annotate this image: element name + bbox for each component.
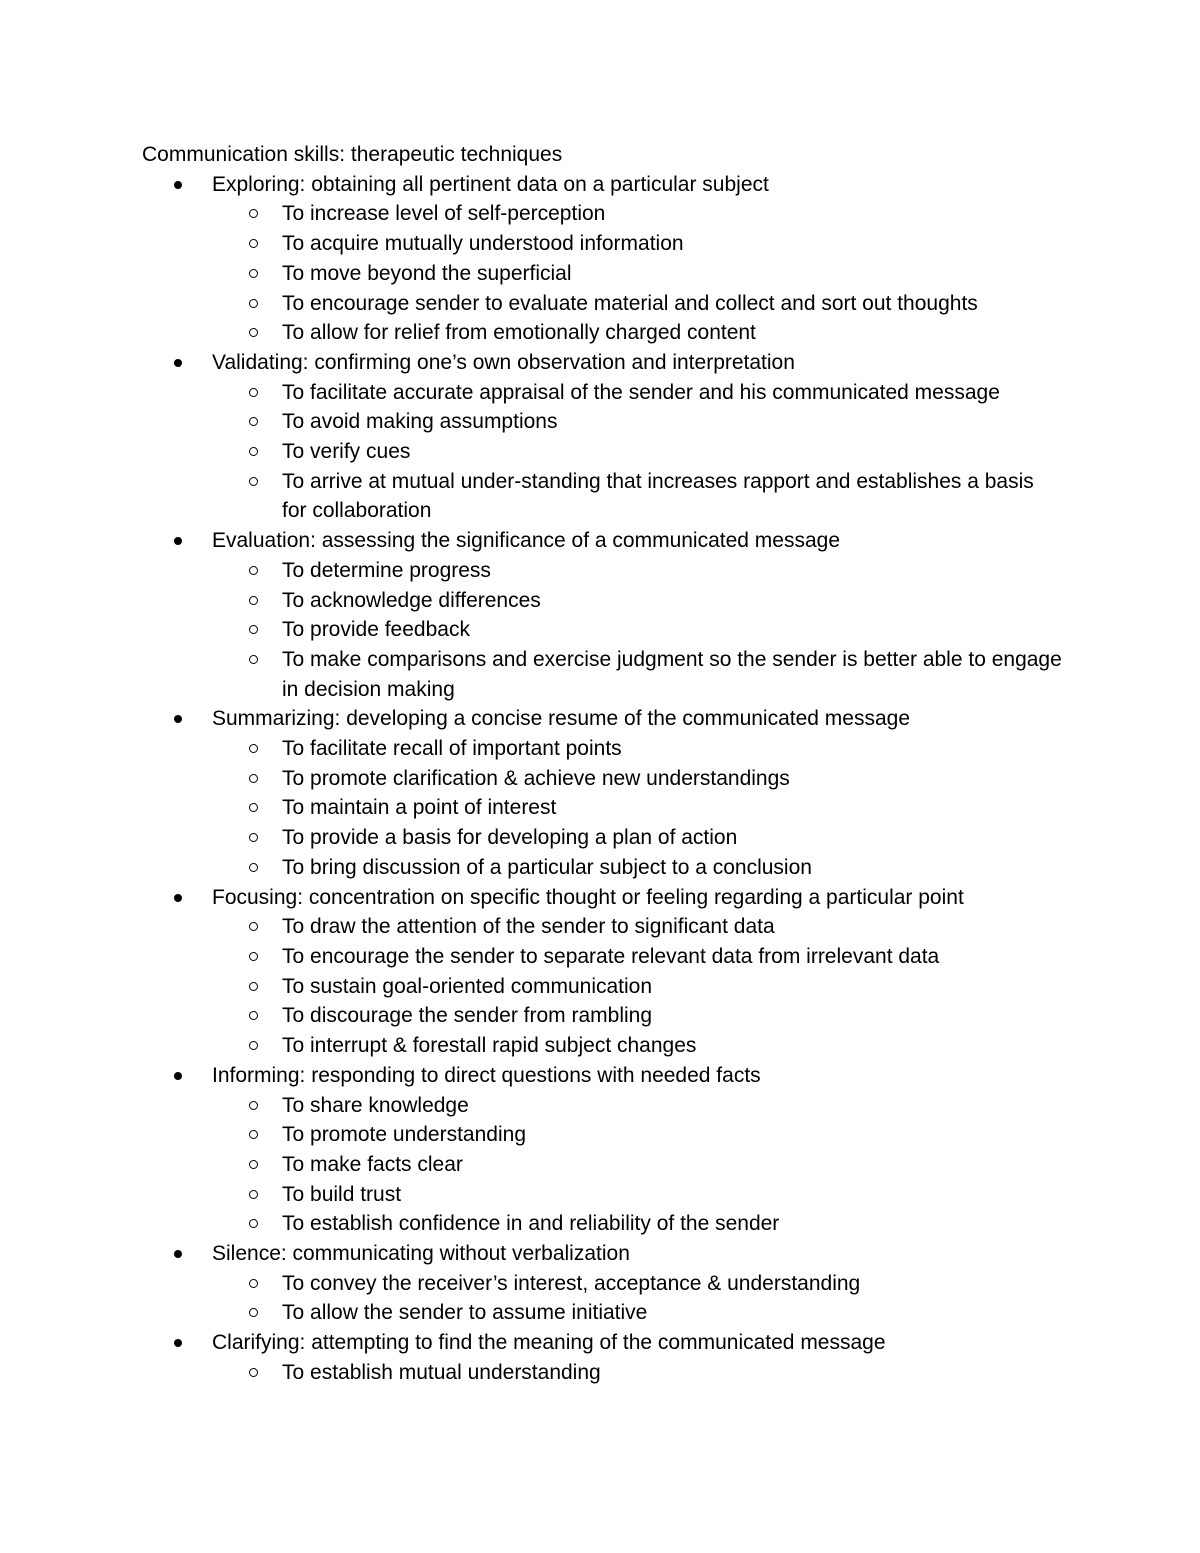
hollow-bullet-icon [249,299,258,308]
hollow-bullet-icon [249,833,258,842]
hollow-bullet-icon [249,209,258,218]
filled-bullet-icon [174,1339,182,1347]
subitem-list [212,199,1072,348]
subitem-text: To share knowledge [282,1093,469,1117]
subitem [212,318,1072,348]
subitem-text: To discourage the sender from rambling [282,1004,653,1028]
subitem-text: To encourage sender to evaluate material and collect and sort out thoughts [282,291,978,315]
subitem-text: To sustain goal-oriented communication [282,974,653,998]
hollow-bullet-icon [249,1368,258,1377]
subitem [212,378,1072,408]
topic-item [142,704,1072,882]
topic-item [142,1061,1072,1239]
topic-item [142,170,1072,348]
subitem-text: To make comparisons and exercise judgment so the sender is better able to engage in decision making [282,647,1062,701]
subitem-list [212,734,1072,883]
subitem-text: To interrupt & forestall rapid subject changes [282,1034,697,1058]
subitem [212,793,1072,823]
subitem [212,556,1072,586]
subitem-text: To determine progress [282,558,491,582]
subitem [212,764,1072,794]
subitem-text: To arrive at mutual under-standing that increases rapport and establishes a basis for collaboration [282,469,1034,523]
subitem-text: To facilitate recall of important points [282,737,622,761]
topic-item [142,883,1072,1061]
document-title: Communication skills: therapeutic techniques [142,143,563,166]
topic-heading: Clarifying: attempting to find the meaning of the communicated message [212,1331,886,1355]
subitem [212,586,1072,616]
subitem [212,289,1072,319]
hollow-bullet-icon [249,774,258,783]
subitem [212,1358,1072,1388]
subitem [212,853,1072,883]
subitem [212,1120,1072,1150]
hollow-bullet-icon [249,1101,258,1110]
subitem-text: To draw the attention of the sender to significant data [282,915,775,939]
hollow-bullet-icon [249,1190,258,1199]
filled-bullet-icon [174,359,182,367]
hollow-bullet-icon [249,1279,258,1288]
hollow-bullet-icon [249,388,258,397]
subitem-list [212,912,1072,1061]
subitem-text: To maintain a point of interest [282,796,557,820]
hollow-bullet-icon [249,596,258,605]
topic-item [142,348,1072,526]
topic-heading: Focusing: concentration on specific thought or feeling regarding a particular point [212,885,964,909]
hollow-bullet-icon [249,1011,258,1020]
subitem [212,437,1072,467]
subitem [212,615,1072,645]
subitem-text: To bring discussion of a particular subject to a conclusion [282,855,812,879]
subitem-text: To provide a basis for developing a plan of action [282,826,738,850]
topic-heading: Informing: responding to direct questions with needed facts [212,1063,761,1087]
subitem-list [212,556,1072,705]
subitem [212,1298,1072,1328]
topic-item [142,526,1072,704]
subitem-text: To allow the sender to assume initiative [282,1301,648,1325]
subitem [212,1091,1072,1121]
topic-heading: Validating: confirming one’s own observation and interpretation [212,350,795,374]
subitem-list [212,378,1072,527]
subitem-text: To promote clarification & achieve new understandings [282,766,790,790]
subitem-text: To establish confidence in and reliability of the sender [282,1212,780,1236]
subitem-text: To acknowledge differences [282,588,541,612]
subitem [212,1269,1072,1299]
document-body [142,140,1072,1388]
hollow-bullet-icon [249,447,258,456]
hollow-bullet-icon [249,1160,258,1169]
filled-bullet-icon [174,1250,182,1258]
hollow-bullet-icon [249,269,258,278]
subitem-text: To make facts clear [282,1152,463,1176]
hollow-bullet-icon [249,655,258,664]
subitem [212,199,1072,229]
subitem [212,942,1072,972]
subitem-list [212,1358,1072,1388]
hollow-bullet-icon [249,328,258,337]
subitem [212,912,1072,942]
hollow-bullet-icon [249,922,258,931]
hollow-bullet-icon [249,625,258,634]
subitem-text: To establish mutual understanding [282,1360,601,1384]
hollow-bullet-icon [249,863,258,872]
subitem-text: To encourage the sender to separate relevant data from irrelevant data [282,944,940,968]
topic-item [142,1328,1072,1387]
topic-heading: Evaluation: assessing the significance of a communicated message [212,529,841,553]
filled-bullet-icon [174,1072,182,1080]
filled-bullet-icon [174,715,182,723]
hollow-bullet-icon [249,1130,258,1139]
subitem [212,972,1072,1002]
topic-list [142,170,1072,1388]
filled-bullet-icon [174,181,182,189]
subitem [212,229,1072,259]
topic-heading: Summarizing: developing a concise resume of the communicated message [212,707,911,731]
hollow-bullet-icon [249,1041,258,1050]
subitem [212,407,1072,437]
subitem [212,259,1072,289]
subitem-text: To acquire mutually understood information [282,232,684,256]
hollow-bullet-icon [249,477,258,486]
hollow-bullet-icon [249,1219,258,1228]
subitem [212,1150,1072,1180]
subitem [212,467,1072,526]
filled-bullet-icon [174,894,182,902]
hollow-bullet-icon [249,744,258,753]
subitem-list [212,1091,1072,1240]
subitem-text: To convey the receiver’s interest, acceptance & understanding [282,1271,861,1295]
subitem-text: To increase level of self-perception [282,202,606,226]
subitem-text: To build trust [282,1182,402,1206]
filled-bullet-icon [174,537,182,545]
subitem-text: To facilitate accurate appraisal of the sender and his communicated message [282,380,1000,404]
topic-heading: Exploring: obtaining all pertinent data on a particular subject [212,172,769,196]
subitem-text: To provide feedback [282,618,470,642]
hollow-bullet-icon [249,982,258,991]
hollow-bullet-icon [249,566,258,575]
subitem [212,645,1072,704]
subitem-list [212,1269,1072,1328]
subitem-text: To verify cues [282,440,411,464]
hollow-bullet-icon [249,952,258,961]
subitem-text: To allow for relief from emotionally charged content [282,321,756,345]
hollow-bullet-icon [249,239,258,248]
topic-item [142,1239,1072,1328]
subitem-text: To move beyond the superficial [282,261,572,285]
subitem [212,734,1072,764]
subitem [212,1031,1072,1061]
subitem [212,1001,1072,1031]
topic-heading: Silence: communicating without verbalization [212,1242,630,1266]
hollow-bullet-icon [249,1308,258,1317]
subitem [212,823,1072,853]
hollow-bullet-icon [249,417,258,426]
subitem [212,1209,1072,1239]
subitem-text: To avoid making assumptions [282,410,558,434]
hollow-bullet-icon [249,803,258,812]
subitem [212,1180,1072,1210]
subitem-text: To promote understanding [282,1123,526,1147]
